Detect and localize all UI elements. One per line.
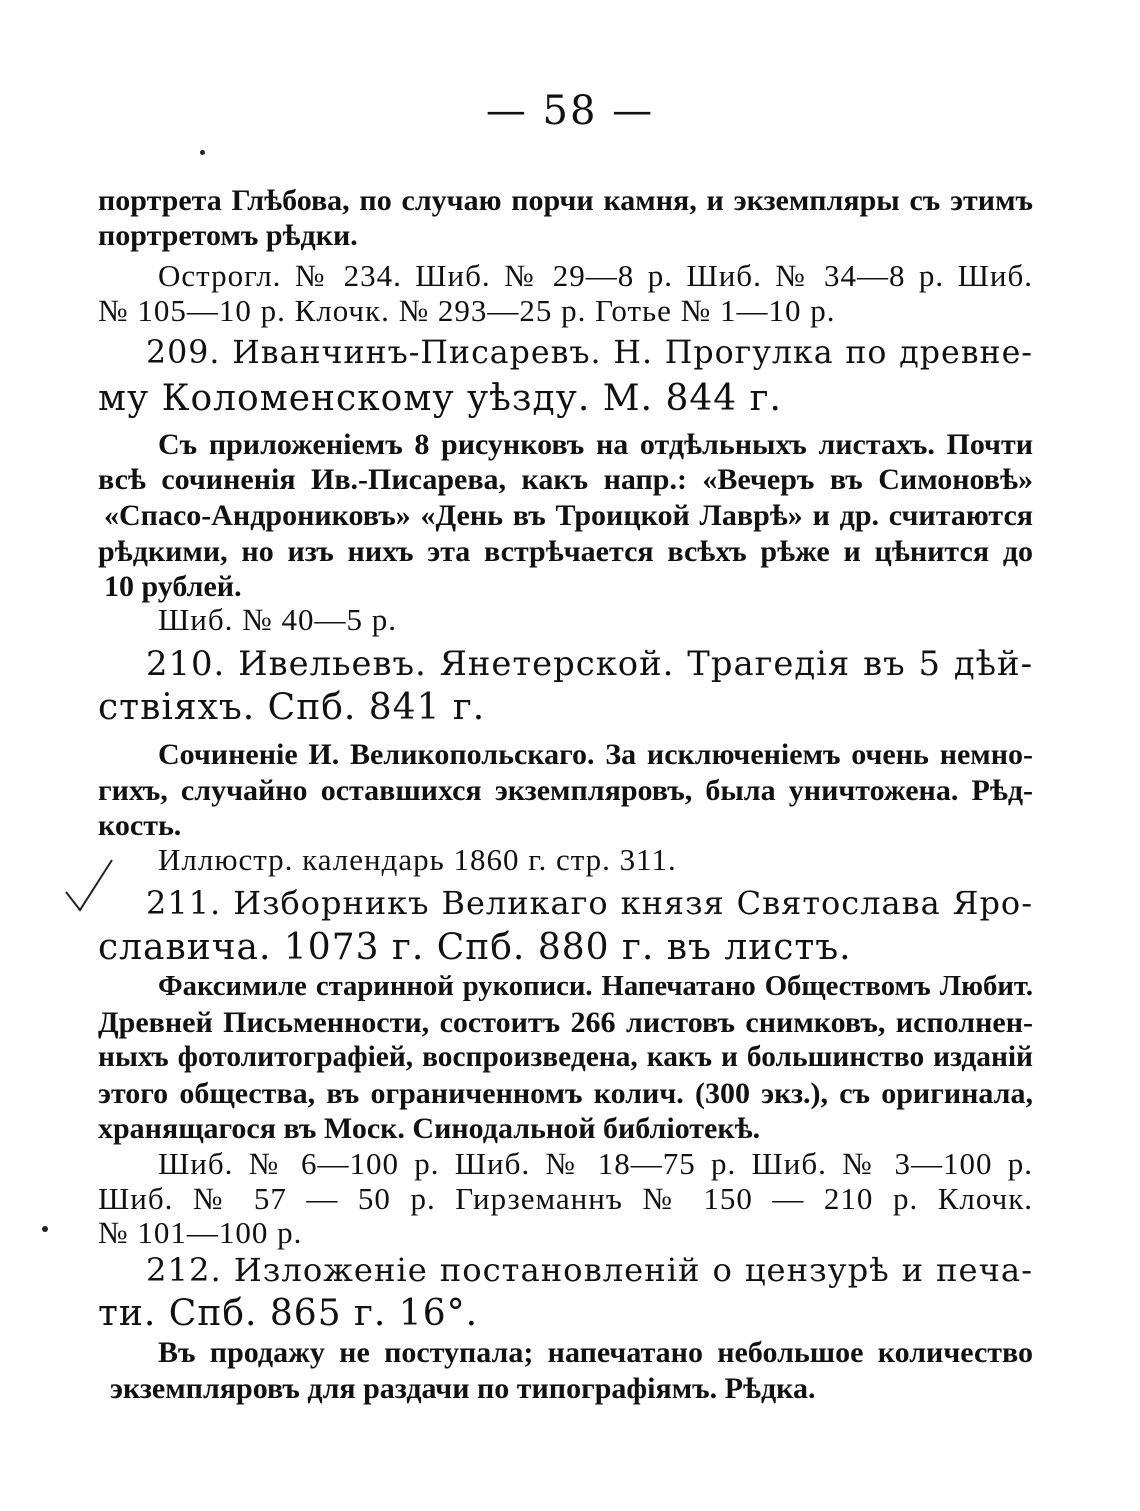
text-line: Древней Письменности, состоитъ 266 листовъ снимковъ, исполнен-	[98, 1006, 1033, 1039]
text-line: экземпляровъ для раздачи по типографіямъ. Рѣдка.	[110, 1372, 816, 1405]
entry-heading: 210. Ивельевъ. Янетерской. Трагедія въ 5 дѣй-	[146, 644, 1033, 683]
text-line: ныхъ фотолитографіей, воспроизведена, какъ и большинство изданій	[98, 1041, 1033, 1073]
entry-heading: 209. Иванчинъ-Писаревъ. Н. Прогулка по древне-	[146, 335, 1033, 371]
text-line: портрета Глѣбова, по случаю порчи камня, и экземпляры съ этимъ	[98, 184, 1033, 217]
entry-heading: славича. 1073 г. Спб. 880 г. въ листъ.	[98, 927, 852, 968]
reference-line: Острогл. № 234. Шиб. № 29—8 р. Шиб. № 34—8 р. Шиб.	[158, 258, 1033, 293]
text-line: хранящагося въ Моск. Синодальной библіотекѣ.	[98, 1112, 761, 1145]
reference-line: Шиб. № 6—100 р. Шиб. № 18—75 р. Шиб. № 3—100 р.	[158, 1146, 1033, 1181]
text-line: кость.	[98, 809, 182, 842]
text-line: Въ продажу не поступала; напечатано небольшое количество	[158, 1336, 1033, 1369]
text-line: портретомъ рѣдки.	[98, 219, 358, 252]
text-line: всѣ сочиненія Ив.-Писарева, какъ напр.: «Вечеръ въ Симоновѣ»	[98, 463, 1033, 496]
text-line: Факсимиле старинной рукописи. Напечатано Обществомъ Любит.	[158, 970, 1033, 1002]
reference-line: № 105—10 р. Клочк. № 293—25 р. Готье № 1—10 р.	[98, 293, 836, 328]
entry-heading: му Коломенскому уѣзду. М. 844 г.	[98, 378, 782, 419]
text-line: этого общества, въ ограниченномъ колич. (300 экз.), съ оригинала,	[98, 1077, 1033, 1110]
text-line: Съ приложеніемъ 8 рисунковъ на отдѣльныхъ листахъ. Почти	[158, 428, 1033, 461]
entry-heading: 211. Изборникъ Великаго князя Святослава Яро-	[146, 884, 1033, 922]
reference-line: № 101—100 р.	[98, 1215, 303, 1250]
page-number: — 58 —	[485, 88, 655, 134]
text-line: «Спасо-Андрониковъ» «День въ Троицкой Лаврѣ» и др. считаются	[104, 499, 1033, 532]
text-line: Сочиненіе И. Великопольскаго. За исключеніемъ очень немно-	[158, 738, 1033, 771]
handwritten-check-icon	[62, 858, 122, 918]
reference-line: Шиб. № 57 — 50 р. Гирземаннъ № 150 — 210 р. Клочк.	[98, 1181, 1033, 1216]
text-line: гихъ, случайно оставшихся экземпляровъ, была уничтожена. Рѣд-	[98, 774, 1033, 807]
reference-line: Иллюстр. календарь 1860 г. стр. 311.	[158, 842, 677, 877]
text-line: рѣдкими, но изъ нихъ эта встрѣчается всѣхъ рѣже и цѣнится до	[98, 535, 1033, 568]
entry-heading: 212. Изложеніе постановленій о цензурѣ и печа-	[146, 1251, 1033, 1289]
print-mark	[200, 150, 205, 155]
reference-line: Шиб. № 40—5 р.	[158, 602, 397, 637]
text-line: 10 рублей.	[104, 570, 242, 603]
print-mark	[42, 1226, 48, 1232]
entry-heading: ти. Спб. 865 г. 16°.	[98, 1293, 479, 1334]
entry-heading: ствіяхъ. Спб. 841 г.	[98, 687, 486, 728]
